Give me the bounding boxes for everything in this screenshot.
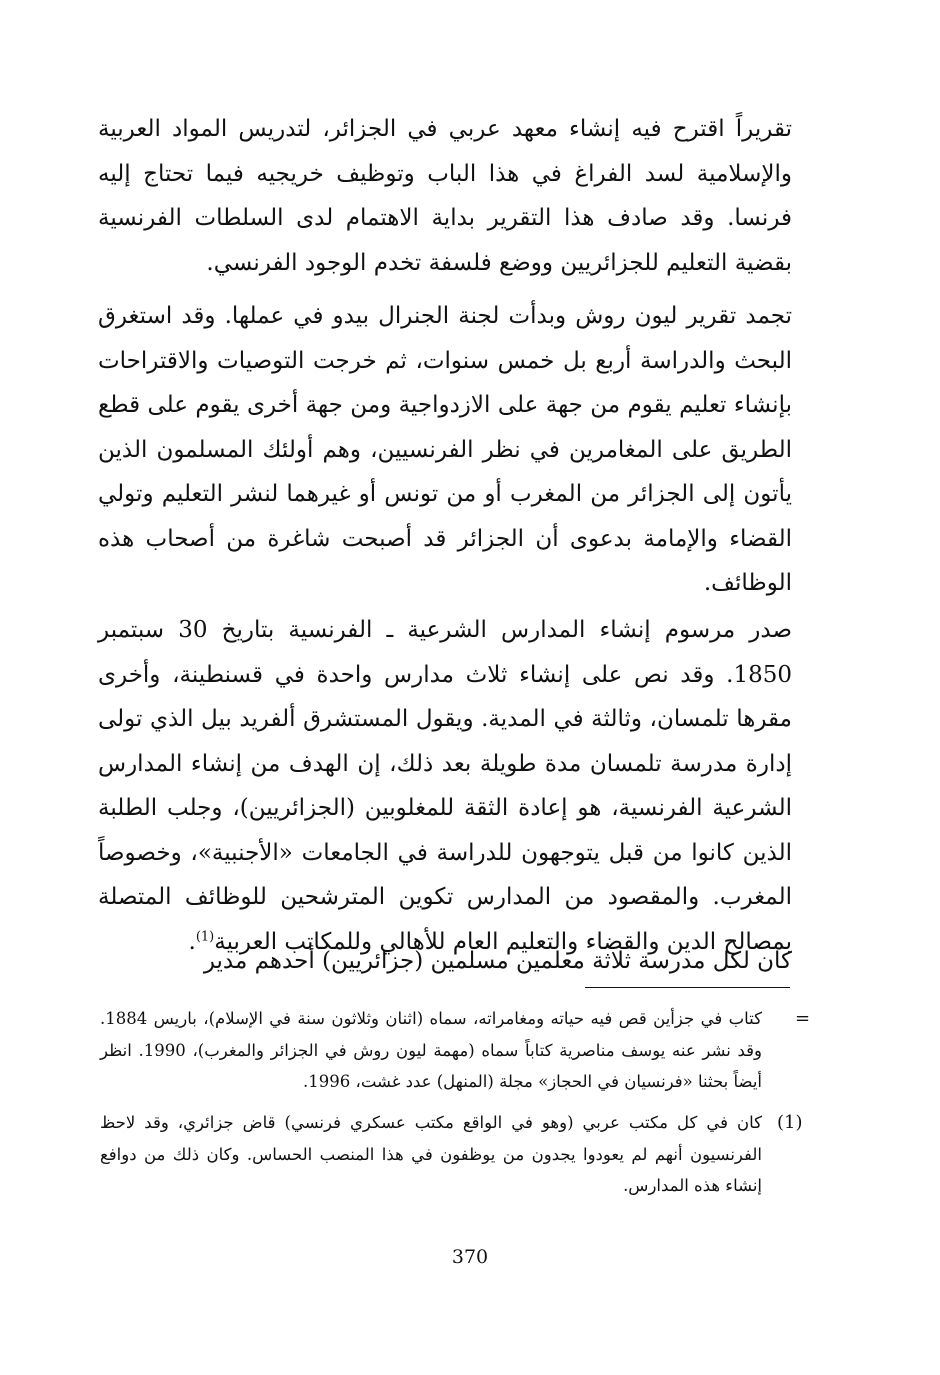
paragraph-4-text: كان لكل مدرسة ثلاثة معلمين مسلمين (جزائريين) أحدهم مدير <box>203 948 792 974</box>
paragraph-2-text: تجمد تقرير ليون روش وبدأت لجنة الجنرال بيدو في عملها. وقد استغرق البحث والدراسة أربع بل خمس سنوات، ثم خرجت التوصيات والاقتراحات بإنشاء تعليم يقوم من جهة على الازدواجية ومن جهة أخرى يقوم على قطع الطريق على المغامرين في نظر الفرنسيين، وهم أولئك المسلمون الذين يأتون إلى الجزائر من المغرب أو من تونس أو غيرهما لنشر التعليم وتولي القضاء والإمامة بدعوى أن الجزائر قد أصبحت شاغرة من أصحاب هذه الوظائف. <box>98 303 792 596</box>
footnote-1-marker: (1) <box>777 1112 803 1133</box>
paragraph-1-text: تقريراً اقترح فيه إنشاء معهد عربي في الجزائر، لتدريس المواد العربية والإسلامية لسد الفراغ في هذا الباب وتوظيف خريجيه فيما تحتاج إليه فرنسا. وقد صادف هذا التقرير بداية الاهتمام لدى السلطات الفرنسية بقضية التعليم للجزائريين ووضع فلسفة تخدم الوجود الفرنسي. <box>98 116 792 276</box>
paragraph-4 <box>98 939 792 984</box>
paragraph-1 <box>98 107 792 285</box>
paragraph-3-text: صدر مرسوم إنشاء المدارس الشرعية ـ الفرنسية بتاريخ 30 سبتمبر 1850. وقد نص على إنشاء ثلاث مدارس واحدة في قسنطينة، وأخرى مقرها تلمسان، وثالثة في المدية. ويقول المستشرق ألفريد بيل الذي تولى إدارة مدرسة تلمسان مدة طويلة بعد ذلك، إن الهدف من إنشاء المدارس الشرعية الفرنسية، هو إعادة الثقة للمغلوبين (الجزائريين)، وجلب الطلبة الذين كانوا من قبل يتوجهون للدراسة في الجامعات «الأجنبية»، وخصوصاً المغرب. والمقصود من المدارس تكوين المترشحين للوظائف المتصلة بمصالح الدين والقضاء والتعليم العام للأهالي وللمكاتب العربية <box>98 617 792 955</box>
footnote-1: كان في كل مكتب عربي (وهو في الواقع مكتب عسكري فرنسي) قاض جزائري، وقد لاحظ الفرنسيون أنهم لم يعودوا يجدون من يوظفون في هذا المنصب الحساس. وكان ذلك من دوافع إنشاء هذه المدارس. <box>100 1113 762 1195</box>
page-number: 370 <box>451 1246 489 1268</box>
paragraph-2 <box>98 294 792 606</box>
paragraph-3-end: . <box>188 928 196 955</box>
footnote-separator <box>585 987 790 988</box>
footnote-reference: (1) <box>195 928 215 944</box>
footnote-continuation: كتاب في جزأين قص فيه حياته ومغامراته، سماه (اثنان وثلاثون سنة في الإسلام)، باريس 1884. وقد نشر عنه يوسف مناصرية كتاباً سماه (مهمة ليون روش في الجزائر والمغرب)، 1990. انظر أيضاً بحثنا «فرنسيان في الحجاز» مجلة (المنهل) عدد غشت، 1996. <box>100 1009 762 1091</box>
paragraph-3 <box>98 608 792 964</box>
footnote-continuation-marker: = <box>795 1008 811 1029</box>
